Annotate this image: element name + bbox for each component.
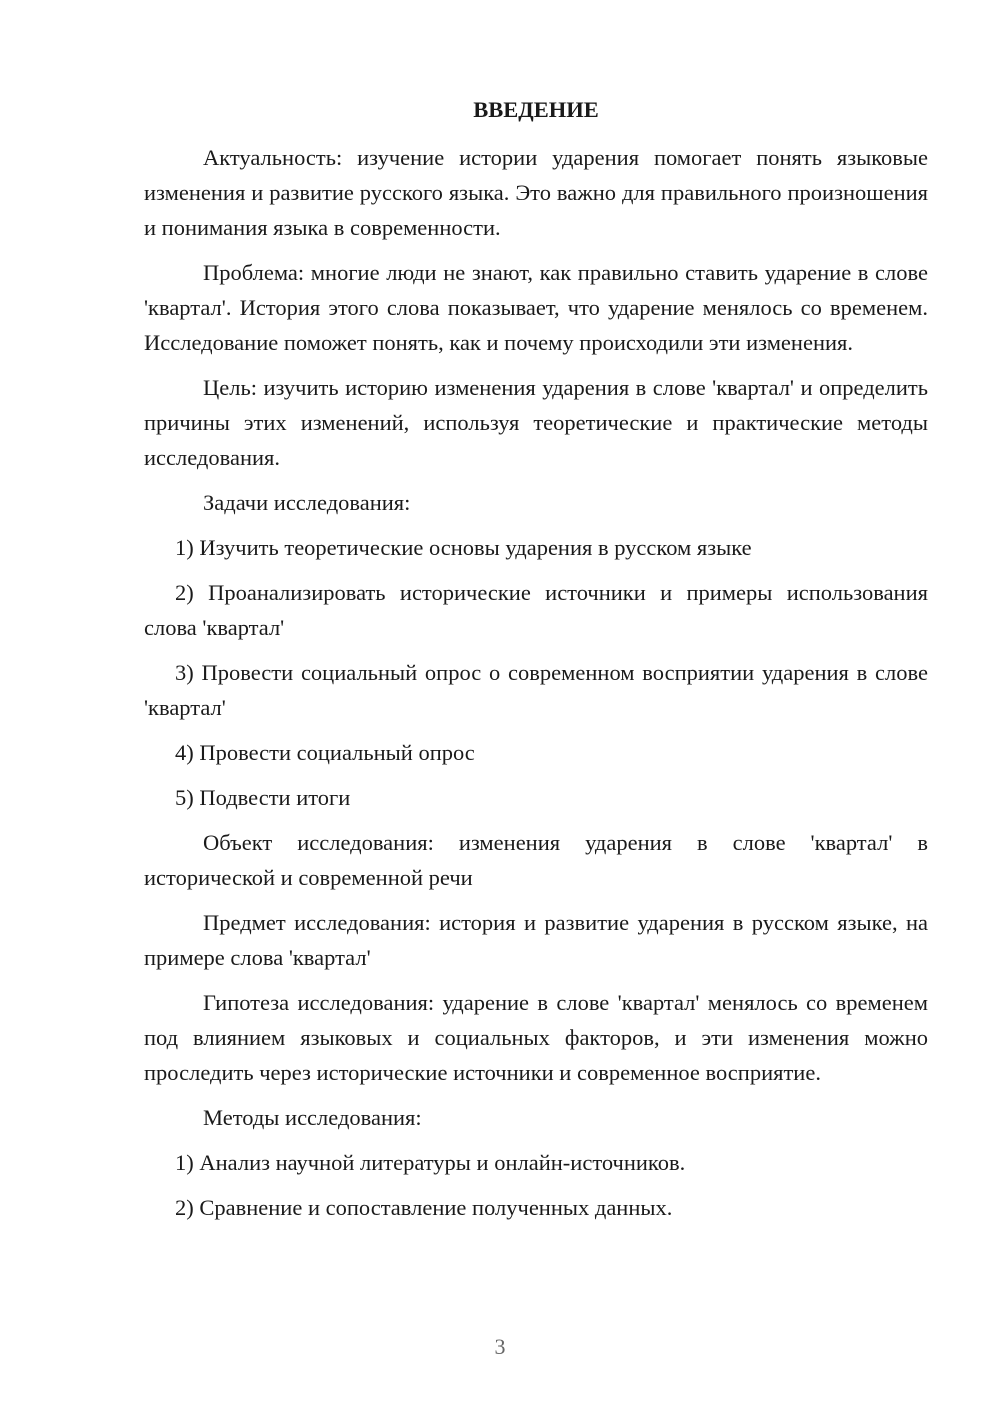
tasks-heading: Задачи исследования:	[203, 490, 411, 515]
goal-paragraph: Цель: изучить историю изменения ударения в слове 'квартал' и определить причины этих изменений, используя теоретические и практические методы исследования.	[144, 375, 928, 470]
task-item-4: 4) Провести социальный опрос	[175, 740, 475, 765]
method-item-2: 2) Сравнение и сопоставление полученных данных.	[175, 1195, 673, 1220]
task-item-3: 3) Провести социальный опрос о современном восприятии ударения в слове 'квартал'	[144, 660, 928, 720]
section-heading: ВВЕДЕНИЕ	[473, 97, 599, 122]
task-item-5: 5) Подвести итоги	[175, 785, 351, 810]
page-number: 3	[494, 1334, 506, 1359]
subject-paragraph: Предмет исследования: история и развитие ударения в русском языке, на примере слова 'квартал'	[144, 910, 928, 970]
task-item-1: 1) Изучить теоретические основы ударения в русском языке	[175, 535, 752, 560]
hypothesis-paragraph: Гипотеза исследования: ударение в слове 'квартал' менялось со временем под влиянием языковых и социальных факторов, и эти изменения можно проследить через исторические источники и современное восприятие.	[144, 990, 928, 1085]
object-paragraph: Объект исследования: изменения ударения в слове 'квартал' в исторической и современной речи	[144, 830, 928, 890]
methods-heading: Методы исследования:	[203, 1105, 422, 1130]
method-item-1: 1) Анализ научной литературы и онлайн-источников.	[175, 1150, 686, 1175]
document-page	[144, 92, 928, 1225]
task-item-2: 2) Проанализировать исторические источники и примеры использования слова 'квартал'	[144, 580, 928, 640]
relevance-paragraph: Актуальность: изучение истории ударения помогает понять языковые изменения и развитие русского языка. Это важно для правильного произношения и понимания языка в современности.	[144, 145, 928, 240]
problem-paragraph: Проблема: многие люди не знают, как правильно ставить ударение в слове 'квартал'. История этого слова показывает, что ударение менялось со временем. Исследование поможет понять, как и почему происходили эти изменения.	[144, 260, 928, 355]
